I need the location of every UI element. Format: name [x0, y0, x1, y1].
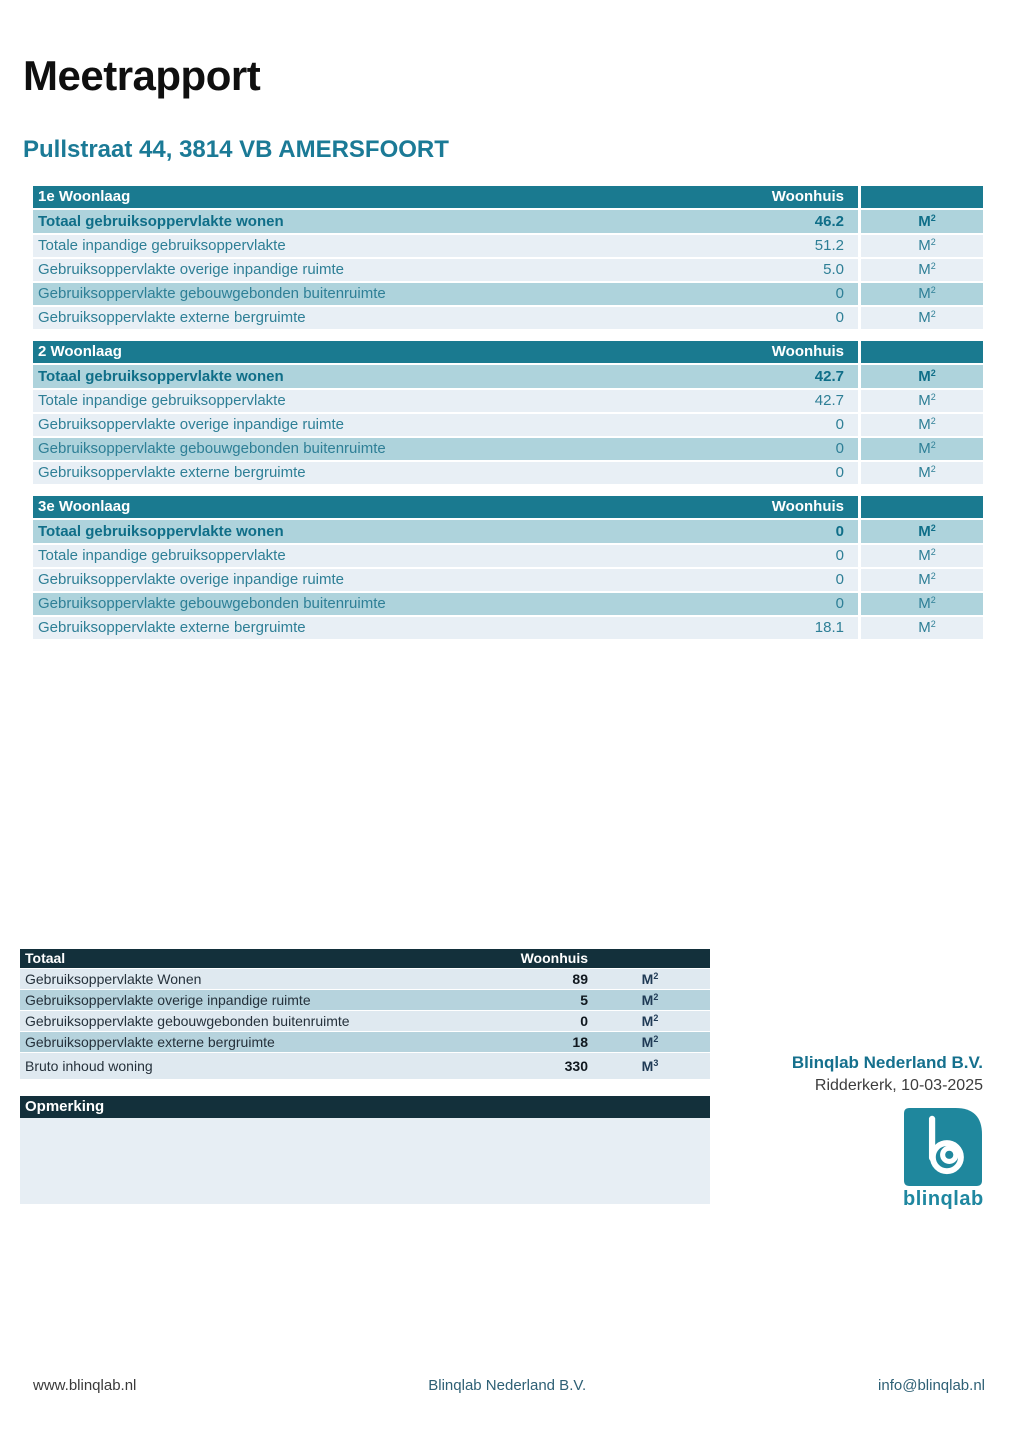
signature-block	[792, 1053, 983, 1095]
unit-symbol: M	[918, 261, 931, 278]
row-value: 0	[835, 440, 844, 457]
footer-company: Blinqlab Nederland B.V.	[428, 1377, 587, 1394]
unit-column-header	[861, 186, 983, 208]
row-value: 0	[835, 464, 844, 481]
row-value: 46.2	[814, 213, 844, 230]
totals-row	[20, 1011, 710, 1031]
table-title: 3e Woonlaag	[38, 498, 131, 515]
unit-symbol: M	[918, 440, 931, 457]
unit-symbol: M	[918, 309, 931, 326]
row-label: Totaal gebruiksoppervlakte wonen	[38, 523, 284, 540]
unit-exponent: 2	[930, 213, 936, 223]
row-label: Gebruiksoppervlakte Wonen	[25, 971, 202, 987]
row-label: Totale inpandige gebruiksoppervlakte	[38, 237, 286, 254]
place-and-date: Ridderkerk, 10-03-2025	[814, 1077, 983, 1094]
page-footer	[0, 1377, 1018, 1394]
unit-exponent: 2	[930, 416, 936, 426]
row-value: 0	[835, 285, 844, 302]
remark-empty-area	[20, 1118, 710, 1204]
unit-exponent: 3	[653, 1058, 659, 1068]
footer-email: info@blinqlab.nl	[878, 1377, 985, 1394]
unit-exponent: 2	[653, 1013, 659, 1023]
row-label: Totale inpandige gebruiksoppervlakte	[38, 392, 286, 409]
unit-exponent: 2	[930, 547, 936, 557]
unit-exponent: 2	[930, 595, 936, 605]
column-header-woonhuis: Woonhuis	[520, 950, 588, 966]
row-value: 0	[580, 1013, 588, 1029]
table-row	[33, 462, 983, 484]
column-header-woonhuis: Woonhuis	[771, 343, 844, 360]
unit-exponent: 2	[653, 1034, 659, 1044]
table-row	[33, 390, 983, 412]
table-1e-woonlaag	[33, 186, 983, 329]
row-unit	[861, 617, 983, 639]
table-row	[33, 259, 983, 281]
unit-symbol: M	[918, 237, 931, 254]
unit-symbol: M	[641, 1013, 654, 1029]
row-value: 0	[835, 547, 844, 564]
unit-symbol: M	[918, 547, 931, 564]
company-name: Blinqlab Nederland B.V.	[791, 1053, 983, 1072]
row-label: Gebruiksoppervlakte externe bergruimte	[38, 464, 306, 481]
row-unit	[861, 593, 983, 615]
row-label: Gebruiksoppervlakte externe bergruimte	[38, 619, 306, 636]
unit-exponent: 2	[930, 368, 936, 378]
unit-symbol: M	[918, 392, 931, 409]
unit-column-header	[590, 949, 710, 968]
row-unit	[590, 1032, 710, 1052]
totals-table	[20, 949, 710, 1080]
address-subtitle: Pullstraat 44, 3814 VB AMERSFOORT	[23, 136, 449, 163]
row-unit	[590, 1011, 710, 1031]
table-title: 2 Woonlaag	[38, 343, 122, 360]
row-unit	[861, 390, 983, 412]
row-value: 5	[580, 992, 588, 1008]
row-unit	[861, 365, 983, 388]
unit-exponent: 2	[930, 619, 936, 629]
table-row	[33, 414, 983, 436]
page-title: Meetrapport	[23, 52, 261, 99]
row-unit	[861, 520, 983, 543]
unit-exponent: 2	[930, 523, 936, 533]
table-row	[33, 593, 983, 615]
row-value: 0	[835, 571, 844, 588]
row-unit	[590, 969, 710, 989]
row-unit	[861, 462, 983, 484]
unit-symbol: M	[918, 416, 931, 433]
unit-exponent: 2	[653, 971, 659, 981]
row-unit	[861, 438, 983, 460]
blinqlab-logo-icon	[904, 1107, 982, 1187]
row-label: Gebruiksoppervlakte gebouwgebonden buitenruimte	[25, 1013, 350, 1029]
row-label: Totaal gebruiksoppervlakte wonen	[38, 213, 284, 230]
blinqlab-wordmark: blinqlab	[903, 1188, 984, 1210]
row-value: 42.7	[814, 368, 844, 385]
unit-symbol: M	[918, 523, 931, 540]
totals-row	[20, 1053, 710, 1079]
row-unit	[861, 569, 983, 591]
unit-symbol: M	[918, 464, 931, 481]
row-value: 330	[564, 1058, 588, 1074]
row-label: Gebruiksoppervlakte overige inpandige ruimte	[38, 416, 345, 433]
row-label: Gebruiksoppervlakte overige inpandige ruimte	[38, 261, 345, 278]
row-label: Totale inpandige gebruiksoppervlakte	[38, 547, 286, 564]
row-value: 42.7	[814, 392, 844, 409]
table-row	[33, 545, 983, 567]
row-value: 5.0	[823, 261, 844, 278]
row-value: 0	[835, 309, 844, 326]
row-unit	[861, 307, 983, 329]
row-unit	[590, 990, 710, 1010]
column-header-woonhuis: Woonhuis	[771, 188, 844, 205]
row-value: 18	[572, 1034, 588, 1050]
row-label: Gebruiksoppervlakte gebouwgebonden buitenruimte	[38, 285, 386, 302]
unit-exponent: 2	[930, 571, 936, 581]
row-unit	[861, 259, 983, 281]
table-row	[33, 307, 983, 329]
row-label: Gebruiksoppervlakte externe bergruimte	[38, 309, 306, 326]
row-label: Gebruiksoppervlakte externe bergruimte	[25, 1034, 275, 1050]
table-2-woonlaag	[33, 341, 983, 484]
row-value: 0	[835, 416, 844, 433]
totals-row	[20, 969, 710, 989]
totals-row	[20, 1032, 710, 1052]
row-unit	[861, 210, 983, 233]
totals-title: Totaal	[25, 950, 66, 966]
unit-symbol: M	[641, 1034, 654, 1050]
row-unit	[861, 545, 983, 567]
totals-header-row	[20, 949, 710, 968]
row-unit	[861, 414, 983, 436]
row-value: 89	[572, 971, 588, 987]
row-unit	[590, 1053, 710, 1079]
unit-symbol: M	[641, 992, 654, 1008]
floor-tables	[33, 186, 983, 651]
row-label: Gebruiksoppervlakte overige inpandige ruimte	[25, 992, 311, 1008]
table-title: 1e Woonlaag	[38, 188, 131, 205]
unit-symbol: M	[918, 571, 931, 588]
footer-website: www.blinqlab.nl	[33, 1377, 137, 1394]
unit-symbol: M	[918, 213, 931, 230]
row-value: 0	[835, 523, 844, 540]
table-row	[33, 365, 983, 388]
unit-exponent: 2	[930, 392, 936, 402]
row-unit	[861, 283, 983, 305]
unit-symbol: M	[641, 971, 654, 987]
table-row	[33, 438, 983, 460]
row-label: Totaal gebruiksoppervlakte wonen	[38, 368, 284, 385]
row-label: Bruto inhoud woning	[25, 1058, 153, 1074]
blinqlab-logo	[903, 1107, 983, 1211]
remark-header: Opmerking	[20, 1096, 710, 1118]
table-row	[33, 283, 983, 305]
unit-exponent: 2	[930, 309, 936, 319]
unit-exponent: 2	[930, 237, 936, 247]
unit-symbol: M	[918, 285, 931, 302]
table-header-row	[33, 186, 983, 208]
unit-exponent: 2	[930, 464, 936, 474]
unit-column-header	[861, 341, 983, 363]
unit-symbol: M	[641, 1058, 654, 1074]
table-header-row	[33, 341, 983, 363]
unit-symbol: M	[918, 368, 931, 385]
table-row	[33, 210, 983, 233]
unit-exponent: 2	[653, 992, 659, 1002]
unit-symbol: M	[918, 595, 931, 612]
unit-symbol: M	[918, 619, 931, 636]
row-label: Gebruiksoppervlakte overige inpandige ruimte	[38, 571, 345, 588]
table-row	[33, 617, 983, 639]
row-value: 51.2	[814, 237, 844, 254]
row-unit	[861, 235, 983, 257]
row-label: Gebruiksoppervlakte gebouwgebonden buitenruimte	[38, 440, 386, 457]
row-label: Gebruiksoppervlakte gebouwgebonden buitenruimte	[38, 595, 386, 612]
table-3e-woonlaag	[33, 496, 983, 639]
unit-exponent: 2	[930, 440, 936, 450]
unit-exponent: 2	[930, 261, 936, 271]
row-value: 0	[835, 595, 844, 612]
column-header-woonhuis: Woonhuis	[771, 498, 844, 515]
unit-exponent: 2	[930, 285, 936, 295]
totals-row	[20, 990, 710, 1010]
table-row	[33, 569, 983, 591]
table-row	[33, 520, 983, 543]
table-row	[33, 235, 983, 257]
table-header-row	[33, 496, 983, 518]
remark-section	[20, 1096, 710, 1204]
unit-column-header	[861, 496, 983, 518]
row-value: 18.1	[814, 619, 844, 636]
